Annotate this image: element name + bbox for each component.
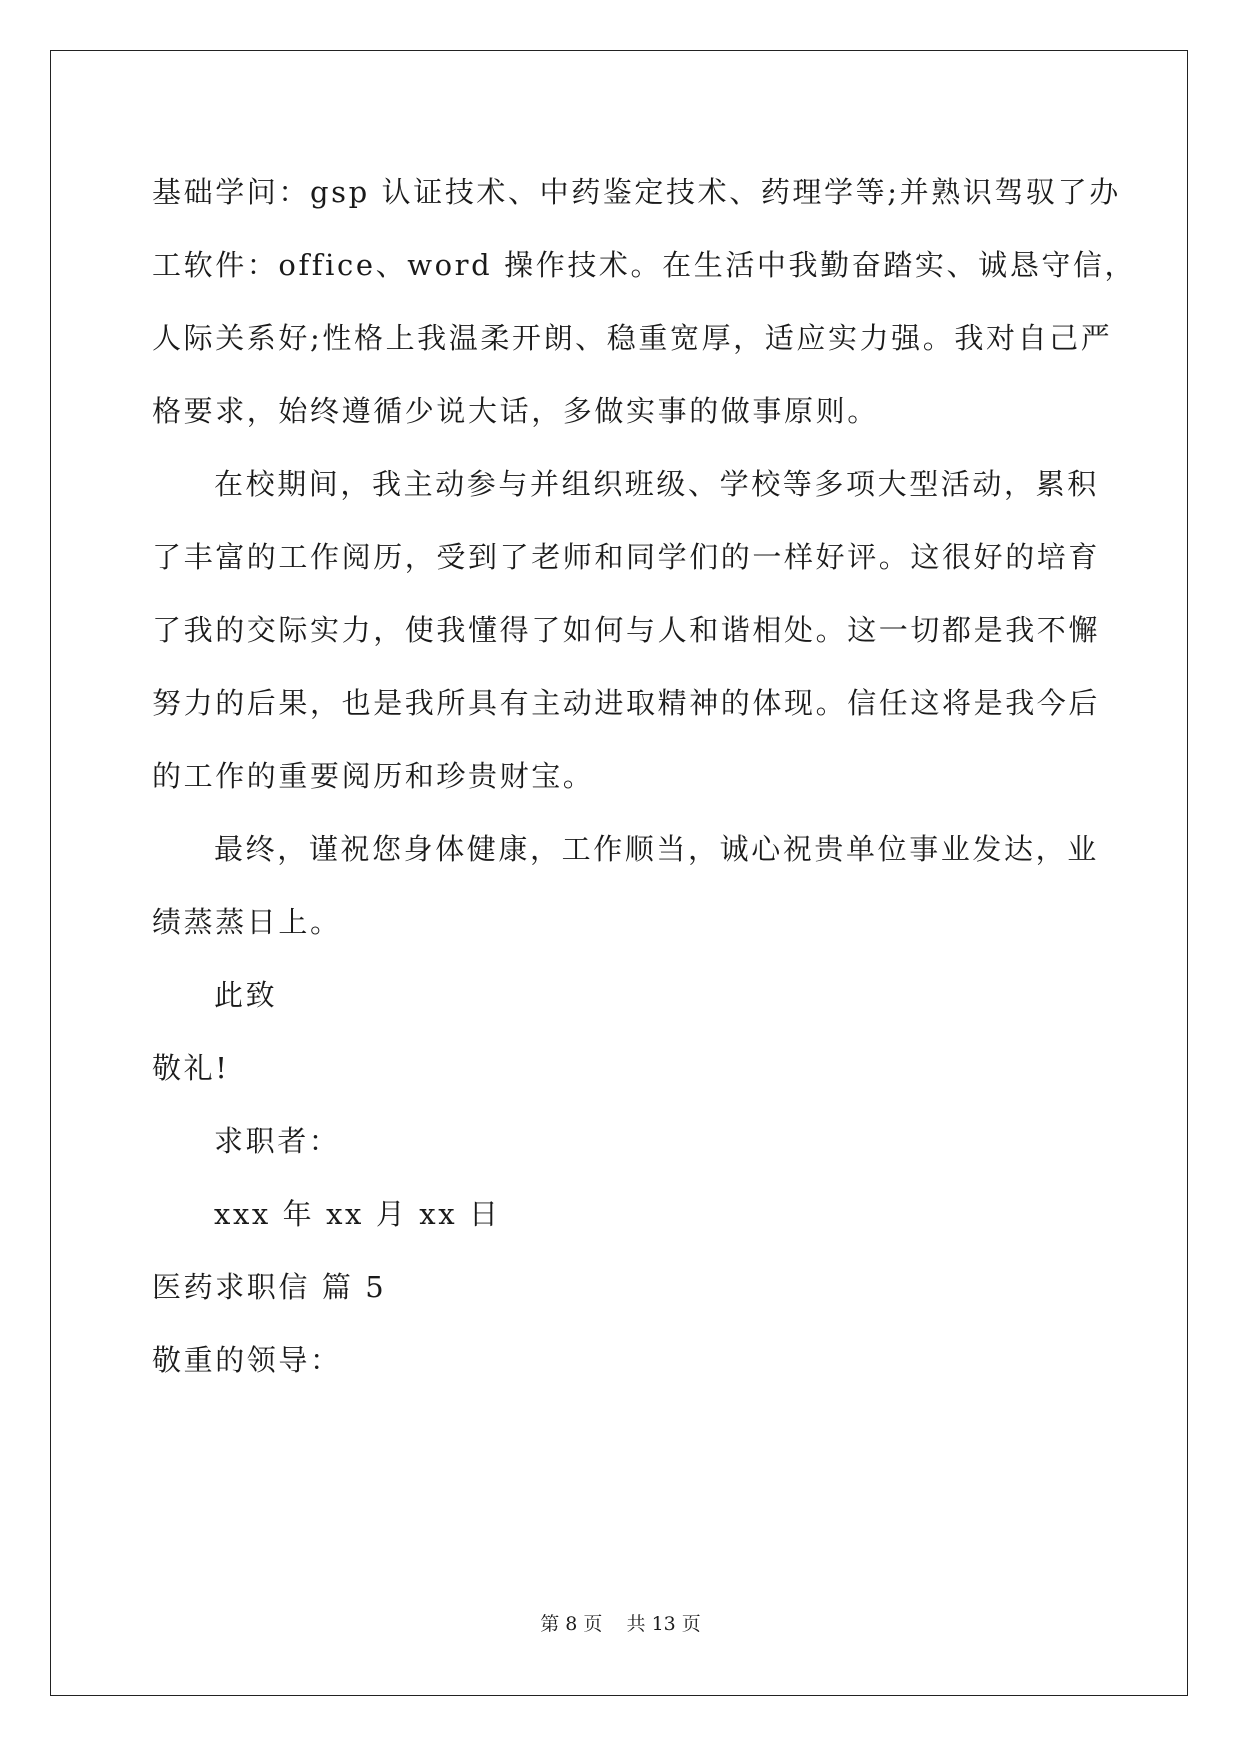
paragraph-line: 工软件：office、word 操作技术。在生活中我勤奋踏实、诚恳守信， <box>152 248 1137 282</box>
paragraph-line: 人际关系好;性格上我温柔开朗、稳重宽厚，适应实力强。我对自己严 <box>152 321 1113 355</box>
closing-salutation: 此致 <box>214 978 278 1012</box>
paragraph-line: 基础学问：gsp 认证技术、中药鉴定技术、药理学等;并熟识驾驭了办 <box>152 175 1121 209</box>
paragraph-line: 了我的交际实力，使我懂得了如何与人和谐相处。这一切都是我不懈 <box>152 613 1101 647</box>
paragraph-line: 努力的后果，也是我所具有主动进取精神的体现。信任这将是我今后 <box>152 686 1101 720</box>
page-border <box>50 50 1188 1696</box>
signature-label: 求职者： <box>214 1124 341 1158</box>
paragraph-line: 的工作的重要阅历和珍贵财宝。 <box>152 759 595 793</box>
closing-regards: 敬礼! <box>152 1051 230 1085</box>
paragraph-line: 格要求，始终遵循少说大话，多做实事的做事原则。 <box>152 394 879 428</box>
paragraph-line: 在校期间，我主动参与并组织班级、学校等多项大型活动，累积 <box>214 467 1099 501</box>
paragraph-line: 绩蒸蒸日上。 <box>152 905 342 939</box>
section-heading: 医药求职信 篇 5 <box>152 1270 387 1304</box>
paragraph-line: 最终，谨祝您身体健康，工作顺当，诚心祝贵单位事业发达，业 <box>214 832 1099 866</box>
paragraph-line: 了丰富的工作阅历，受到了老师和同学们的一样好评。这很好的培育 <box>152 540 1101 574</box>
page-footer: 第 8 页 共 13 页 <box>540 1613 701 1635</box>
greeting-line: 敬重的领导： <box>152 1343 342 1377</box>
signature-date: xxx 年 xx 月 xx 日 <box>214 1197 501 1231</box>
